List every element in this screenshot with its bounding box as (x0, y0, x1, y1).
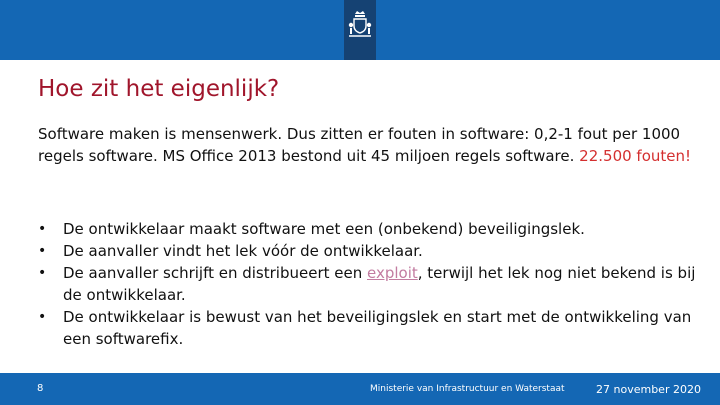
bullet-item (38, 218, 700, 240)
exploit-link[interactable]: exploit (367, 264, 418, 282)
bullet-item (38, 240, 700, 262)
ministry-name: Ministerie van Infrastructuur en Waterstaat (370, 384, 565, 394)
slide-title: Hoe zit het eigenlijk? (38, 76, 280, 102)
bullet-item (38, 306, 700, 350)
bullet-dot: • (38, 243, 47, 259)
bullet-dot: • (38, 309, 47, 325)
page-number: 8 (37, 383, 44, 394)
intro-paragraph (38, 123, 698, 167)
bullet-dot: • (38, 221, 47, 237)
bullet-list (38, 218, 700, 350)
footer-date: 27 november 2020 (596, 383, 701, 396)
bullet-text: De aanvaller vindt het lek vóór de ontwikkelaar. (63, 242, 423, 260)
rijkswapen-icon (346, 8, 374, 42)
bullet-text: De ontwikkelaar is bewust van het beveiligingslek en start met de ontwikkeling van een softwarefix. (63, 308, 692, 348)
intro-highlight: 22.500 fouten! (579, 147, 692, 165)
bullet-dot: • (38, 265, 47, 281)
intro-text: Software maken is mensenwerk. Dus zitten er fouten in software: 0,2-1 fout per 1000 regels software. MS Office 2013 bestond uit 45 miljoen regels software. (38, 125, 681, 165)
bullet-text-before: De aanvaller schrijft en distribueert een (63, 264, 367, 282)
bullet-text-after: , terwijl het lek nog niet bekend is bij de ontwikkelaar. (63, 264, 696, 304)
logo-strip (344, 0, 376, 60)
bullet-text: De ontwikkelaar maakt software met een (onbekend) beveiligingslek. (63, 220, 585, 238)
bullet-item (38, 262, 700, 306)
